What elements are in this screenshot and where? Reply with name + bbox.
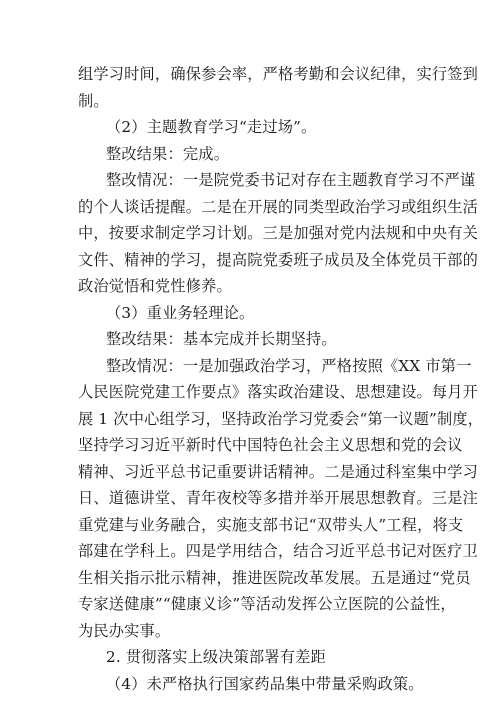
paragraph-line: 整改结果：基本完成并长期坚持。 — [106, 330, 337, 348]
paragraph-line: 的个人谈话提醒。二是在开展的同类型政治学习或组织生活 — [78, 198, 479, 216]
paragraph-line: 生相关指示批示精神，推进医院改革发展。五是通过“党员 — [78, 569, 471, 587]
section-heading: （2）主题教育学习“走过场”。 — [106, 118, 317, 136]
paragraph-line: 中，按要求制定学习计划。三是加强对党内法规和中央有关 — [78, 224, 479, 242]
paragraph-line: 整改结果：完成。 — [106, 145, 230, 163]
paragraph-line: 日、道德讲堂、青年夜校等多措并举开展思想教育。三是注 — [78, 489, 479, 507]
paragraph-line: 为民办实事。 — [78, 622, 171, 640]
paragraph-line: 制。 — [78, 92, 109, 110]
paragraph-line: 人民医院党建工作要点》落实政治建设、思想建设。每月开 — [78, 383, 479, 401]
paragraph-line: 政治觉悟和党性修养。 — [78, 277, 232, 295]
section-heading: 2. 贯彻落实上级决策部署有差距 — [106, 648, 326, 666]
paragraph-line: 坚持学习习近平新时代中国特色社会主义思想和党的会议 — [78, 436, 463, 454]
paragraph-line: 整改情况：一是院党委书记对存在主题教育学习不严谨 — [106, 171, 476, 189]
section-heading: （3）重业务轻理论。 — [106, 304, 255, 322]
section-heading: （4）未严格执行国家药品集中带量采购政策。 — [106, 675, 424, 693]
paragraph-line: 部建在学科上。四是学用结合，结合习近平总书记对医疗卫 — [78, 542, 479, 560]
paragraph-line: 重党建与业务融合，实施支部书记“双带头人”工程，将支 — [78, 516, 464, 534]
paragraph-line: 专家送健康”“健康义诊”等活动发挥公立医院的公益性， — [78, 595, 456, 613]
paragraph-line: 整改情况：一是加强政治学习，严格按照《XX 市第一 — [106, 357, 472, 375]
paragraph-line: 组学习时间，确保参会率，严格考勤和会议纪律，实行签到 — [78, 65, 479, 83]
paragraph-line: 精神、习近平总书记重要讲话精神。二是通过科室集中学习 — [78, 463, 479, 481]
paragraph-line: 文件、精神的学习，提高院党委班子成员及全体党员干部的 — [78, 251, 479, 269]
paragraph-line: 展 1 次中心组学习，坚持政治学习党委会“第一议题”制度， — [78, 410, 484, 428]
